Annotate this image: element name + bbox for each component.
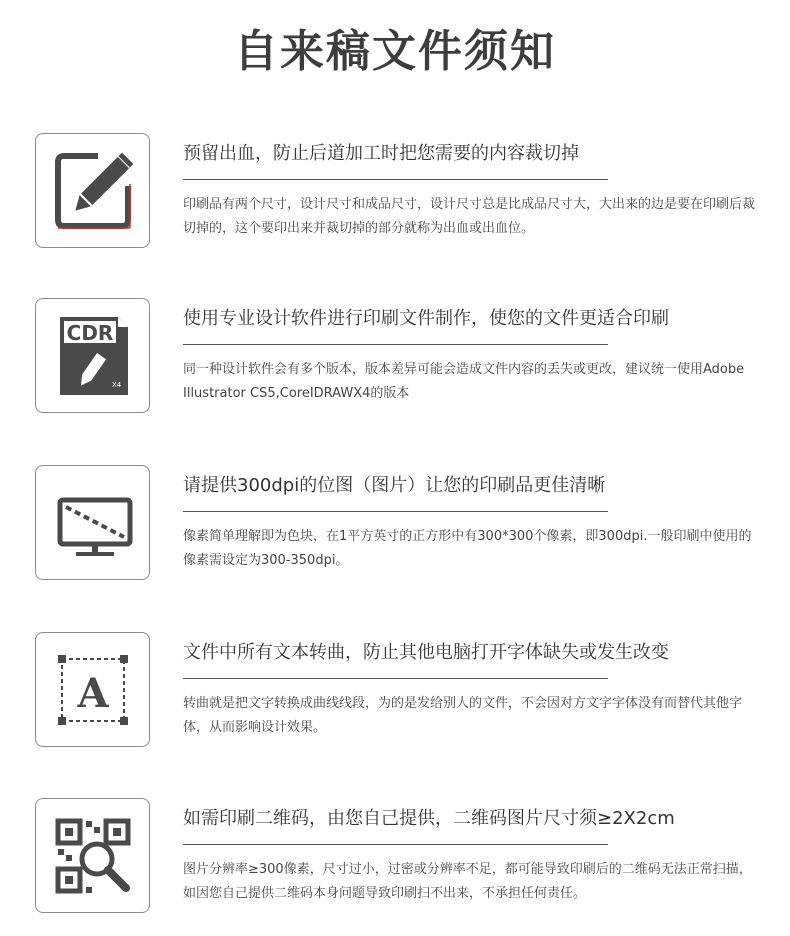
cdr-label: CDR	[66, 321, 114, 345]
item-description: 图片分辨率≥300像素，尺寸过小，过密或分辨率不足，都可能导致印刷后的二维码无法正常扫描，如因您自己提供二维码本身问题导致印刷扫不出来，不承担任何责任。	[183, 862, 752, 901]
divider	[183, 678, 608, 679]
page-title: 自来稿文件须知	[234, 26, 556, 77]
letter-a-glyph: A	[77, 670, 109, 717]
notice-item-outline-text	[35, 632, 775, 750]
monitor-icon	[36, 466, 149, 579]
notice-item-bleed	[35, 133, 775, 251]
item-heading: 如需印刷二维码，由您自己提供，二维码图片尺寸须≥2X2cm	[183, 808, 675, 829]
divider	[183, 844, 608, 845]
notice-item-software	[35, 298, 775, 416]
text-outline-icon	[36, 633, 149, 746]
divider	[183, 344, 608, 345]
notice-item-qr-code	[35, 798, 775, 916]
pencil-edit-icon	[36, 134, 149, 247]
version-label: X4	[112, 381, 122, 389]
item-heading: 使用专业设计软件进行印刷文件制作，使您的文件更适合印刷	[183, 308, 669, 329]
icon-frame	[35, 632, 150, 747]
icon-frame	[35, 133, 150, 248]
item-description: 转曲就是把文字转换成曲线线段，为的是发给别人的文件，不会因对方文字字体没有而替代其他字体，从而影响设计效果。	[183, 696, 743, 735]
icon-frame	[35, 465, 150, 580]
qr-code-search-icon	[36, 799, 149, 912]
cdr-file-icon	[36, 299, 149, 412]
item-heading: 请提供300dpi的位图（图片）让您的印刷品更佳清晰	[183, 475, 606, 496]
item-description: 同一种设计软件会有多个版本，版本差异可能会造成文件内容的丢失或更改，建议统一使用Adobe Illustrator CS5,CoreIDRAWX4的版本	[183, 362, 745, 401]
item-description: 印刷品有两个尺寸，设计尺寸和成品尺寸，设计尺寸总是比成品尺寸大，大出来的边是要在印刷后裁切掉的，这个要印出来并裁切掉的部分就称为出血或出血位。	[183, 197, 756, 236]
item-heading: 预留出血，防止后道加工时把您需要的内容裁切掉	[183, 143, 579, 164]
icon-frame	[35, 298, 150, 413]
item-heading: 文件中所有文本转曲，防止其他电脑打开字体缺失或发生改变	[183, 642, 669, 663]
item-description: 像素简单理解即为色块，在1平方英寸的正方形中有300*300个像素，即300dpi.一般印刷中使用的像素需设定为300-350dpi。	[183, 529, 752, 568]
notice-item-resolution	[35, 465, 775, 583]
divider	[183, 511, 608, 512]
divider	[183, 179, 608, 180]
icon-frame	[35, 798, 150, 913]
